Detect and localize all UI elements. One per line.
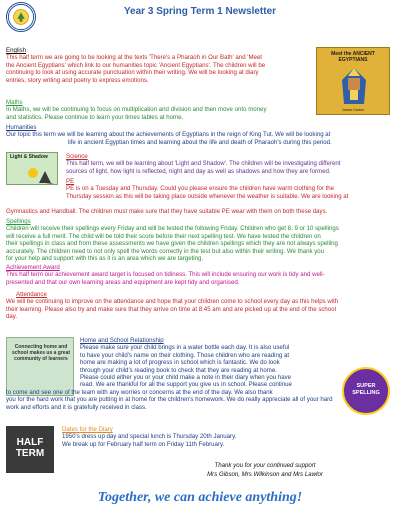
english-heading: English bbox=[6, 47, 26, 54]
text-line: entries, story writing and poetry to express emotions. bbox=[6, 76, 149, 84]
text-line: This half term our achievement award target is focused on tidiness. This will include ensuring our work is tidy and well- bbox=[6, 271, 325, 279]
humanities-line-2: life in ancient Egyptian times and learning about the life and death of Pharaoh's during this period. bbox=[68, 138, 332, 146]
badge-text: SUPER SPELLING bbox=[352, 383, 380, 396]
humanities-heading: Humanities bbox=[6, 124, 37, 131]
attendance-section bbox=[6, 291, 398, 321]
text-line: their spellings in class and from these assessments we have given the children spellings which they are not always spelling bbox=[6, 240, 338, 248]
light-shadow-image bbox=[6, 152, 58, 185]
text-line: through your child's reading book to check that they are reading at home. bbox=[80, 366, 277, 374]
signoff-thanks: Thank you for your continued support bbox=[214, 462, 316, 469]
page-title: Year 3 Spring Term 1 Newsletter bbox=[123, 6, 277, 17]
footer-slogan: Together, we can achieve anything! bbox=[97, 490, 303, 505]
achievement-section bbox=[6, 264, 398, 286]
pe-line-3: Gymnastics and Handball. The children must make sure that they have suitable PE wear with them on both these days. bbox=[6, 208, 328, 215]
community-poster-image bbox=[6, 337, 74, 396]
pharaoh-icon bbox=[337, 66, 371, 106]
text-line: presented and that our own learning areas and equipment are kept tidy and organised. bbox=[6, 278, 240, 286]
text-line: This half term we are going to be looking at the texts 'There's a Pharaoh in Our Bath' and 'Meet bbox=[6, 54, 262, 62]
text-line: 1950's dress up day and special lunch is Thursday 20th January. bbox=[62, 433, 237, 441]
text-line: continuing to look at using accurate punctuation within their writing. We will be looking at diary bbox=[6, 69, 259, 77]
home-school-heading: Home and School Relationship bbox=[80, 337, 164, 344]
dates-section bbox=[62, 426, 342, 448]
science-heading: Science bbox=[66, 153, 88, 160]
text-line: Please make sure your child brings in a water bottle each day. It is also useful bbox=[80, 344, 290, 352]
text-line: This half term, we will be learning about 'Light and Shadow'. The children will be investigating different bbox=[66, 160, 341, 168]
text-line: and statistics. Please continue to learn your times tables at home. bbox=[6, 113, 184, 121]
english-section bbox=[6, 47, 316, 84]
text-line: Thursday session as this will be taking place outside whenever the weather is suitable. We are looking at bbox=[66, 192, 349, 200]
maths-text bbox=[6, 106, 316, 121]
book-author: James Davies bbox=[342, 108, 364, 112]
text-line: will receive a full merit. The child will be told their score before their next spelling test. We have tested the children on bbox=[6, 232, 321, 240]
book-cover-image bbox=[316, 47, 390, 115]
half-term-text: HALF TERM bbox=[15, 437, 45, 459]
maths-heading: Maths bbox=[6, 99, 23, 106]
pe-heading: PE bbox=[66, 178, 75, 185]
text-line: to come and see one of the team with any worries or concerns at the end of the day. We also thank bbox=[6, 389, 273, 396]
english-text bbox=[6, 54, 316, 84]
sun-icon bbox=[25, 165, 57, 185]
text-line: day. bbox=[6, 313, 18, 321]
humanities-line-1: Our topic this term we will be learning about the achievements of Egyptians in the reign of King Tut. We will be looking at bbox=[6, 131, 331, 139]
text-line: PE is on a Tuesday and Thursday. Could you please ensure the children have warm clothing for the bbox=[66, 185, 335, 193]
home-school-section bbox=[80, 337, 338, 389]
maths-section bbox=[6, 99, 316, 121]
text-line: work and efforts and it is gratefully received in class. bbox=[6, 403, 147, 411]
text-line: In Maths, we will be continuing to focus on multiplication and division and then move onto money bbox=[6, 106, 267, 114]
text-line: Please could either you or your child make a note in their diary when you have bbox=[80, 374, 292, 382]
text-line: accurately. The children need to not only spell the words correctly in the test but also within their writing. We thank you bbox=[6, 247, 325, 255]
text-line: Children will receive their spellings every Friday and will be tested the following Friday. Children who get 8, 9 or 10 spellings bbox=[6, 225, 339, 233]
text-line: their learning. Please also try and make sure that they arrive on time at 8:45 am and are picked up at the end of the school bbox=[6, 305, 336, 313]
attendance-heading: Attendance bbox=[16, 291, 47, 298]
text-line: We break up for February half term on Friday 11th February. bbox=[62, 440, 225, 448]
text-line: We will be continuing to improve on the attendance and hope that your children come to school every day as this helps with bbox=[6, 298, 339, 306]
achievement-heading: Achievement Award bbox=[6, 264, 60, 271]
text-line: read. We are thankful for all the support you give us in school. Please continue bbox=[80, 381, 292, 389]
humanities-section bbox=[6, 124, 398, 146]
text-line: sources of light, how light is reflected, night and day as well as shadows and how they are formed. bbox=[66, 167, 331, 175]
poster-text: Connecting home and school makes us a great community of learners bbox=[11, 344, 71, 362]
spellings-section bbox=[6, 218, 398, 262]
dates-heading: Dates for the Diary bbox=[62, 426, 113, 433]
text-line: home are making a lot of progress in school which is fantastic. We do look bbox=[80, 359, 280, 367]
light-shadow-label: Light & Shadow bbox=[10, 154, 48, 160]
spellings-heading: Spellings bbox=[6, 218, 31, 225]
text-line: you for the hard work that you are putting in at home for the children's homework. We do really appreciate all of your hard bbox=[6, 396, 333, 404]
signoff-names: Mrs Gibson, Mrs Wilkinson and Mrs Lawlor bbox=[207, 471, 323, 478]
pe-section bbox=[66, 178, 392, 200]
science-section bbox=[66, 153, 392, 175]
text-line: for your help and support with this as it is an area which we are targeting. bbox=[6, 255, 204, 263]
text-line: the Ancient Egyptians' which link to our humanities topic 'Ancient Egyptians'. The children will be bbox=[6, 61, 266, 69]
book-title: Meet the ANCIENT EGYPTIANS bbox=[331, 51, 375, 63]
text-line: to have your child's name on their clothing. Those children who are reading at bbox=[80, 351, 290, 359]
super-spelling-badge bbox=[342, 367, 390, 415]
home-school-continued bbox=[6, 389, 398, 411]
half-term-image bbox=[6, 426, 54, 473]
